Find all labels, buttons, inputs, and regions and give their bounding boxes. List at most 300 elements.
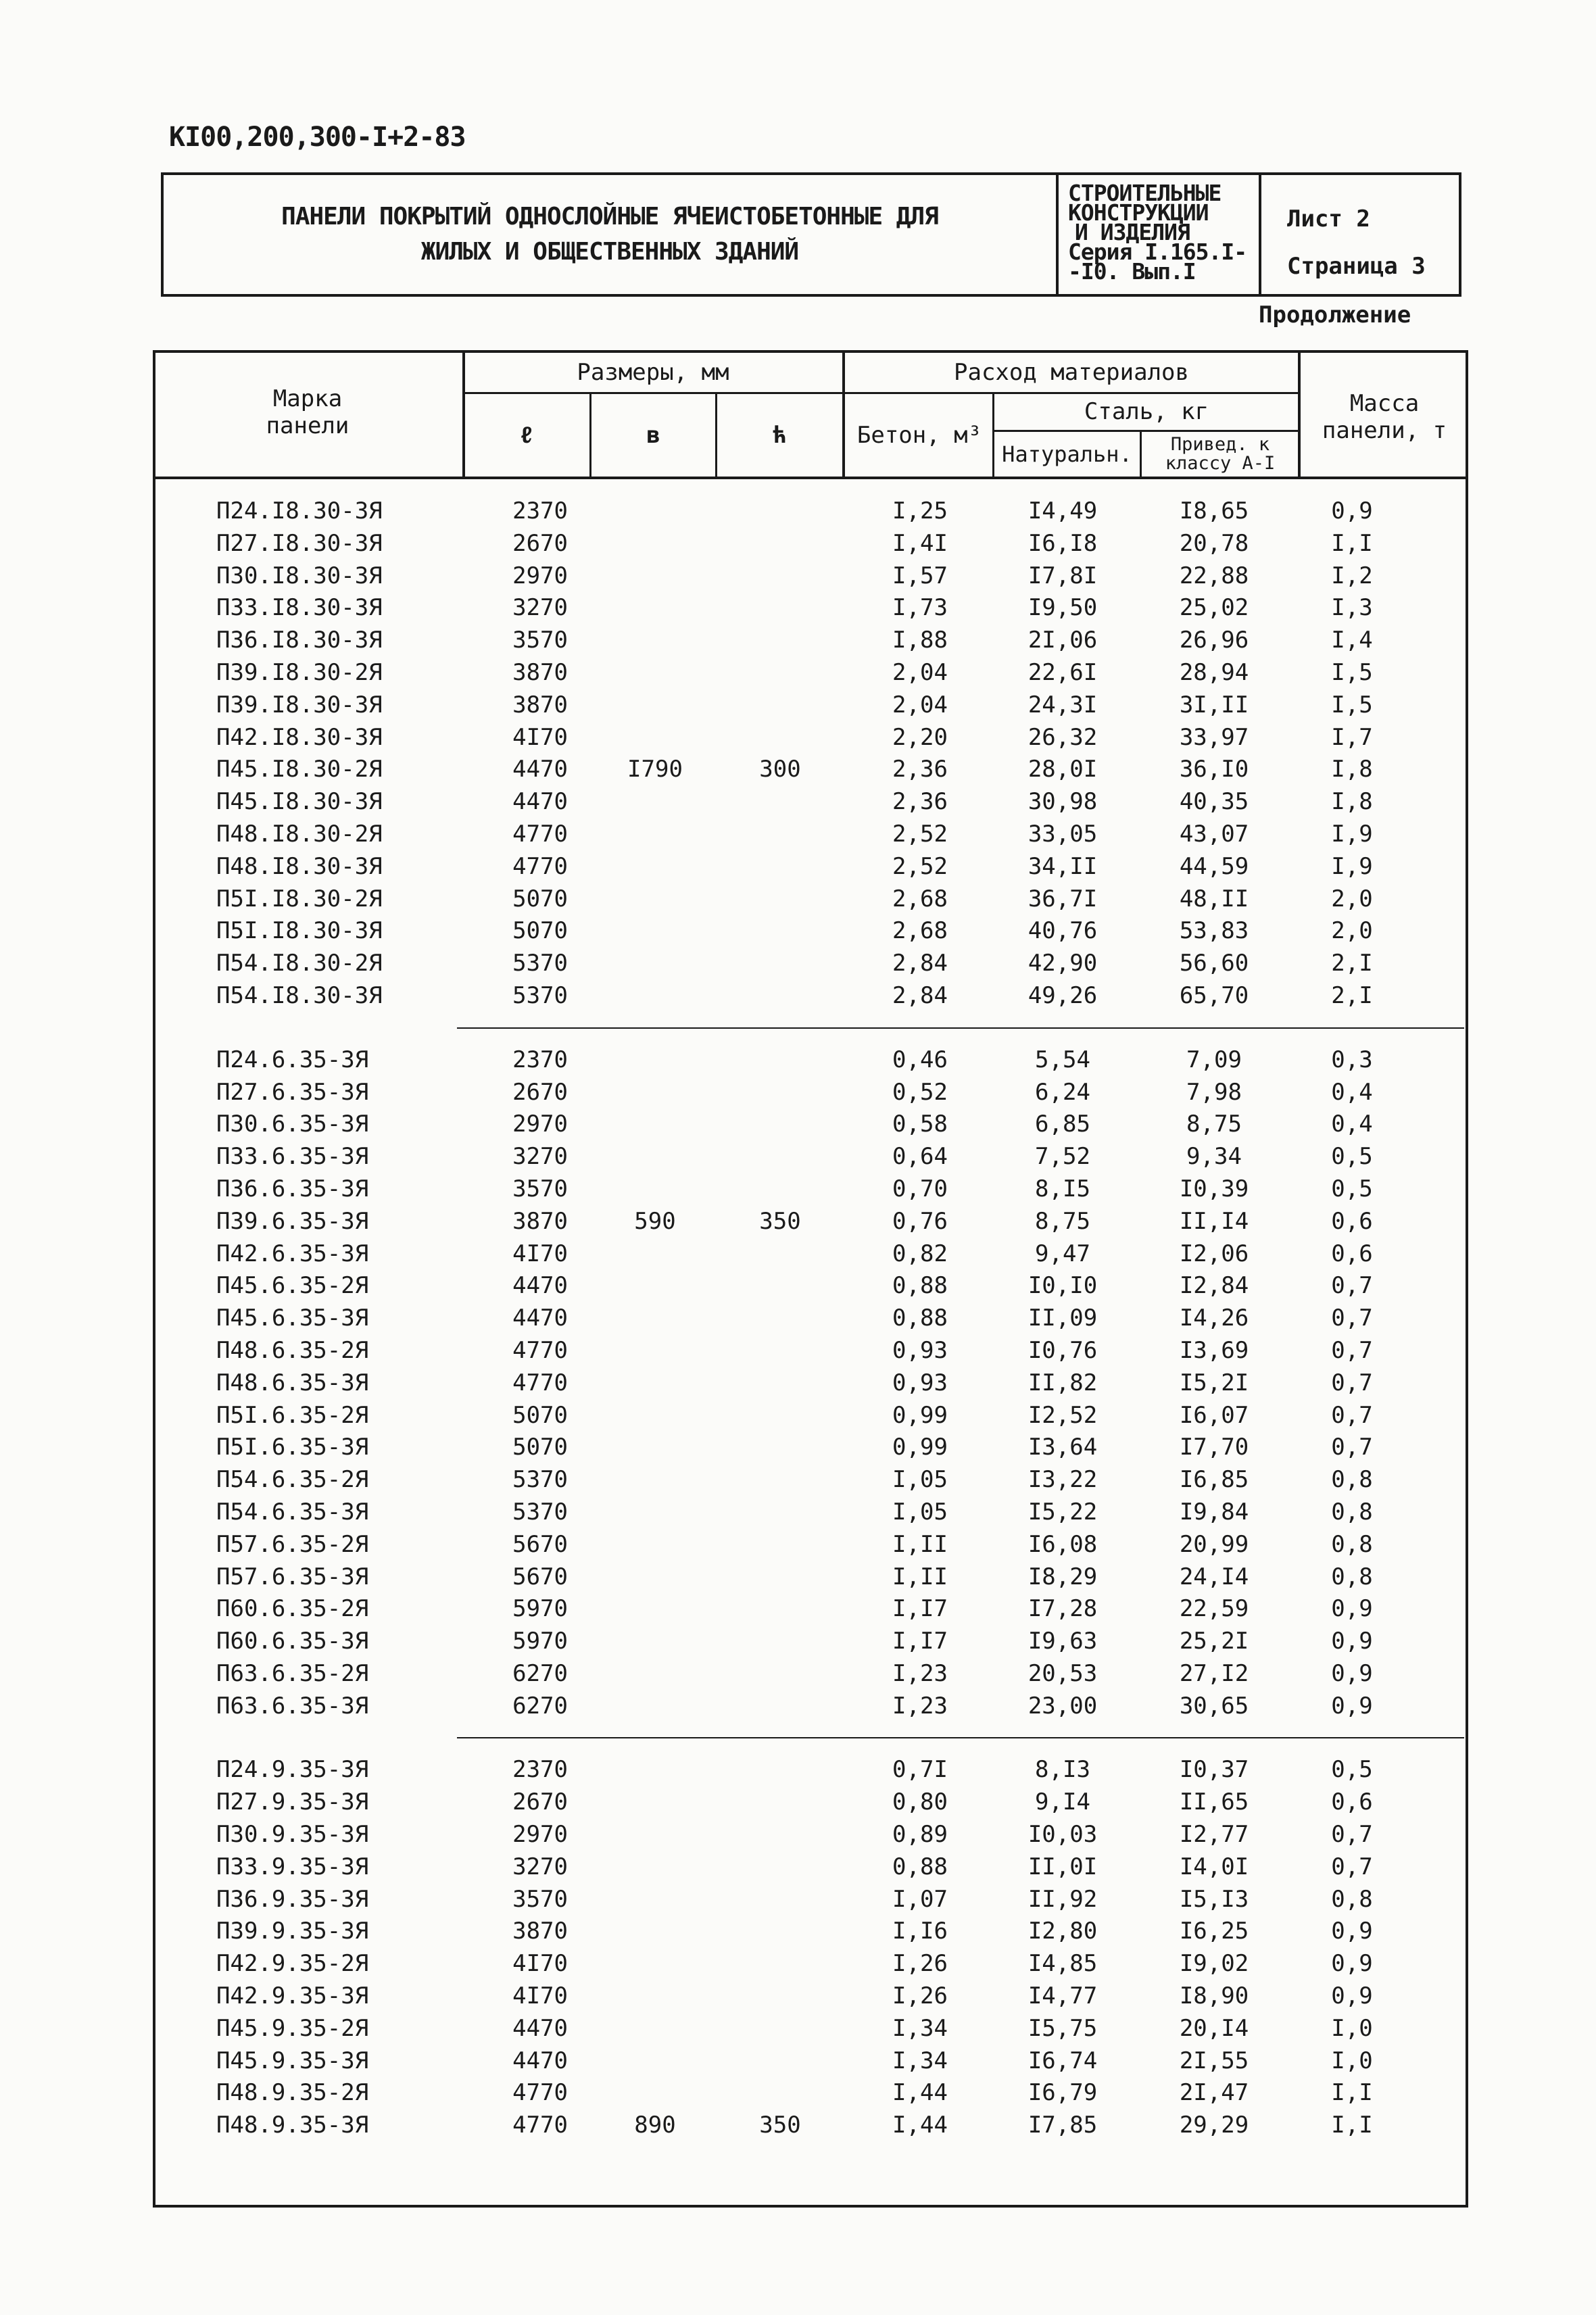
length-cell: 4770 <box>512 2112 568 2139</box>
steel-natural-cell: 2I,06 <box>1027 627 1098 654</box>
concrete-cell: 2,68 <box>892 885 948 912</box>
height-cell: 350 <box>759 2112 801 2139</box>
steel-reduced-cell: 26,96 <box>1179 627 1249 654</box>
mark-cell: П33.I8.30-3Я <box>216 594 383 622</box>
length-cell: 3270 <box>512 1143 568 1171</box>
panel-group <box>153 495 1468 1013</box>
length-cell: 3870 <box>512 1918 568 1945</box>
table-row <box>153 1238 1468 1271</box>
series-block <box>1059 175 1261 294</box>
table-row <box>153 1432 1468 1464</box>
mark-cell: П42.I8.30-3Я <box>216 723 383 751</box>
document-title <box>164 175 1059 294</box>
table-row <box>153 1464 1468 1496</box>
table-row <box>153 1819 1468 1851</box>
height-cell: 300 <box>759 756 801 783</box>
steel-reduced-cell: I2,84 <box>1179 1272 1249 1300</box>
steel-natural-cell: I5,22 <box>1027 1498 1098 1526</box>
mass-cell: I,7 <box>1331 723 1373 751</box>
steel-natural-cell: I2,52 <box>1027 1401 1098 1429</box>
concrete-cell: 0,7I <box>892 1756 948 1784</box>
table-row <box>153 592 1468 625</box>
length-cell: 4470 <box>512 2014 568 2042</box>
steel-reduced-cell: 20,78 <box>1179 529 1249 557</box>
header-mark: Марка панели <box>266 385 349 439</box>
mark-cell: П54.6.35-3Я <box>216 1498 369 1526</box>
concrete-cell: I,07 <box>892 1885 948 1913</box>
mass-cell: I,9 <box>1331 852 1373 880</box>
mark-cell: П39.6.35-3Я <box>216 1207 369 1235</box>
table-row <box>153 1690 1468 1723</box>
length-cell: 4770 <box>512 1369 568 1396</box>
mark-cell: П42.9.35-3Я <box>216 1982 369 2010</box>
steel-reduced-cell: 56,60 <box>1179 950 1249 977</box>
length-cell: 6270 <box>512 1659 568 1687</box>
concrete-cell: 0,99 <box>892 1434 948 1461</box>
steel-natural-cell: I9,63 <box>1027 1628 1098 1655</box>
steel-reduced-cell: 43,07 <box>1179 820 1249 848</box>
mass-cell: 0,8 <box>1331 1563 1373 1590</box>
mark-cell: П63.6.35-2Я <box>216 1659 369 1687</box>
mass-cell: 0,7 <box>1331 1369 1373 1396</box>
mass-cell: 2,0 <box>1331 917 1373 945</box>
length-cell: 5970 <box>512 1628 568 1655</box>
steel-reduced-cell: 2I,47 <box>1179 2079 1249 2107</box>
table-row <box>153 1593 1468 1626</box>
steel-natural-cell: I6,08 <box>1027 1530 1098 1558</box>
mass-cell: I,4 <box>1331 627 1373 654</box>
mark-cell: П24.6.35-3Я <box>216 1046 369 1073</box>
length-cell: 4770 <box>512 2079 568 2107</box>
mass-cell: I,5 <box>1331 691 1373 718</box>
length-cell: 5070 <box>512 1434 568 1461</box>
mass-cell: 0,6 <box>1331 1240 1373 1267</box>
concrete-cell: I,23 <box>892 1692 948 1720</box>
mass-cell: 0,7 <box>1331 1305 1373 1332</box>
mark-cell: П24.I8.30-3Я <box>216 497 383 525</box>
mass-cell: 0,9 <box>1331 1982 1373 2010</box>
concrete-cell: 0,58 <box>892 1111 948 1138</box>
table-row <box>153 2013 1468 2045</box>
table-row <box>153 1851 1468 1884</box>
steel-reduced-cell: I5,2I <box>1179 1369 1249 1396</box>
table-row <box>153 754 1468 786</box>
steel-natural-cell: 24,3I <box>1027 691 1098 718</box>
mark-cell: П42.6.35-3Я <box>216 1240 369 1267</box>
steel-natural-cell: I2,80 <box>1027 1918 1098 1945</box>
concrete-cell: 0,88 <box>892 1272 948 1300</box>
concrete-cell: I,23 <box>892 1659 948 1687</box>
concrete-cell: I,I6 <box>892 1918 948 1945</box>
steel-natural-cell: 30,98 <box>1027 788 1098 816</box>
steel-natural-cell: II,92 <box>1027 1885 1098 1913</box>
steel-reduced-cell: 3I,II <box>1179 691 1249 718</box>
steel-natural-cell: I6,79 <box>1027 2079 1098 2107</box>
steel-natural-cell: 23,00 <box>1027 1692 1098 1720</box>
mass-cell: I,9 <box>1331 820 1373 848</box>
header-steel: Сталь, кг <box>1084 398 1209 425</box>
mark-cell: П54.I8.30-3Я <box>216 981 383 1009</box>
steel-natural-cell: 6,85 <box>1035 1111 1090 1138</box>
header-mass: Масса панели, т <box>1322 390 1447 444</box>
mass-cell: I,5 <box>1331 658 1373 686</box>
mass-cell: 0,7 <box>1331 1401 1373 1429</box>
steel-natural-cell: 28,0I <box>1027 756 1098 783</box>
mark-cell: П39.I8.30-3Я <box>216 691 383 718</box>
table-row <box>153 1980 1468 2013</box>
mass-cell: I,3 <box>1331 594 1373 622</box>
length-cell: 2370 <box>512 497 568 525</box>
table-row <box>153 1496 1468 1529</box>
steel-reduced-cell: I0,39 <box>1179 1175 1249 1202</box>
mass-cell: 0,8 <box>1331 1498 1373 1526</box>
mass-cell: 0,7 <box>1331 1272 1373 1300</box>
concrete-cell: 2,36 <box>892 756 948 783</box>
concrete-cell: 2,68 <box>892 917 948 945</box>
length-cell: 3570 <box>512 1885 568 1913</box>
height-cell: 350 <box>759 1207 801 1235</box>
concrete-cell: 0,93 <box>892 1336 948 1364</box>
concrete-cell: 0,70 <box>892 1175 948 1202</box>
length-cell: 5970 <box>512 1595 568 1623</box>
steel-natural-cell: I0,76 <box>1027 1336 1098 1364</box>
mass-cell: I,0 <box>1331 2014 1373 2042</box>
length-cell: 4I70 <box>512 1240 568 1267</box>
steel-reduced-cell: I5,I3 <box>1179 1885 1249 1913</box>
concrete-cell: I,26 <box>892 1982 948 2010</box>
steel-reduced-cell: I6,07 <box>1179 1401 1249 1429</box>
mass-cell: 0,3 <box>1331 1046 1373 1073</box>
table-row <box>153 2045 1468 2078</box>
concrete-cell: 0,88 <box>892 1853 948 1880</box>
length-cell: 2970 <box>512 1821 568 1849</box>
series-line-2: КОНСТРУКЦИИ <box>1068 199 1209 226</box>
table-body <box>153 495 1468 2142</box>
mark-cell: П48.I8.30-2Я <box>216 820 383 848</box>
length-cell: 5370 <box>512 950 568 977</box>
steel-natural-cell: 20,53 <box>1027 1659 1098 1687</box>
concrete-cell: 0,80 <box>892 1788 948 1816</box>
concrete-cell: 0,46 <box>892 1046 948 1073</box>
steel-reduced-cell: 20,I4 <box>1179 2014 1249 2042</box>
mark-cell: П5I.I8.30-3Я <box>216 917 383 945</box>
mass-cell: 0,9 <box>1331 1659 1373 1687</box>
series-line-4: Серия I.165.I- <box>1068 239 1247 265</box>
mass-cell: 0,8 <box>1331 1885 1373 1913</box>
steel-natural-cell: 36,7I <box>1027 885 1098 912</box>
steel-reduced-cell: 36,I0 <box>1179 756 1249 783</box>
steel-natural-cell: I7,8I <box>1027 562 1098 589</box>
table-row <box>153 915 1468 948</box>
mark-cell: П54.6.35-2Я <box>216 1466 369 1494</box>
steel-reduced-cell: II,I4 <box>1179 1207 1249 1235</box>
title-line-1: ПАНЕЛИ ПОКРЫТИЙ ОДНОСЛОЙНЫЕ ЯЧЕИСТОБЕТОННЫЕ ДЛЯ <box>281 203 938 230</box>
mass-cell: 0,8 <box>1331 1466 1373 1494</box>
table-row <box>153 1077 1468 1109</box>
length-cell: 4I70 <box>512 723 568 751</box>
length-cell: 3270 <box>512 1853 568 1880</box>
steel-reduced-cell: 2I,55 <box>1179 2047 1249 2074</box>
mark-cell: П60.6.35-3Я <box>216 1628 369 1655</box>
steel-natural-cell: I6,I8 <box>1027 529 1098 557</box>
series-line-3: И ИЗДЕЛИЯ <box>1075 219 1190 245</box>
steel-natural-cell: I0,I0 <box>1027 1272 1098 1300</box>
mass-cell: 2,0 <box>1331 885 1373 912</box>
steel-reduced-cell: 27,I2 <box>1179 1659 1249 1687</box>
table-row <box>153 1270 1468 1302</box>
concrete-cell: I,34 <box>892 2047 948 2074</box>
table-row <box>153 495 1468 528</box>
steel-natural-cell: 6,24 <box>1035 1078 1090 1106</box>
steel-natural-cell: 5,54 <box>1035 1046 1090 1073</box>
table-row <box>153 1916 1468 1948</box>
header-concrete: Бетон, м³ <box>856 422 982 449</box>
concrete-cell: 0,93 <box>892 1369 948 1396</box>
length-cell: 2670 <box>512 1788 568 1816</box>
steel-reduced-cell: 24,I4 <box>1179 1563 1249 1590</box>
table-row <box>153 1367 1468 1400</box>
steel-natural-cell: I6,74 <box>1027 2047 1098 2074</box>
steel-reduced-cell: 40,35 <box>1179 788 1249 816</box>
steel-reduced-cell: 53,83 <box>1179 917 1249 945</box>
mass-cell: I,I <box>1331 529 1373 557</box>
steel-reduced-cell: 9,34 <box>1186 1143 1242 1171</box>
mark-cell: П24.9.35-3Я <box>216 1756 369 1784</box>
concrete-cell: I,4I <box>892 529 948 557</box>
header-sizes: Размеры, мм <box>577 359 729 386</box>
steel-natural-cell: I4,85 <box>1027 1950 1098 1978</box>
concrete-cell: I,I7 <box>892 1628 948 1655</box>
concrete-cell: I,II <box>892 1563 948 1590</box>
mass-cell: 2,I <box>1331 981 1373 1009</box>
steel-natural-cell: I3,64 <box>1027 1434 1098 1461</box>
steel-natural-cell: I5,75 <box>1027 2014 1098 2042</box>
steel-reduced-cell: 48,II <box>1179 885 1249 912</box>
mass-cell: I,0 <box>1331 2047 1373 2074</box>
concrete-cell: I,34 <box>892 2014 948 2042</box>
concrete-cell: 0,89 <box>892 1821 948 1849</box>
steel-reduced-cell: I2,77 <box>1179 1821 1249 1849</box>
table-row <box>153 1206 1468 1238</box>
mark-cell: П27.6.35-3Я <box>216 1078 369 1106</box>
length-cell: 4470 <box>512 1272 568 1300</box>
length-cell: 4470 <box>512 788 568 816</box>
steel-reduced-cell: 44,59 <box>1179 852 1249 880</box>
length-cell: 4770 <box>512 820 568 848</box>
table-row <box>153 1141 1468 1173</box>
table-row <box>153 1786 1468 1819</box>
table-row <box>153 1658 1468 1690</box>
mark-cell: П30.9.35-3Я <box>216 1821 369 1849</box>
mass-cell: 0,7 <box>1331 1336 1373 1364</box>
length-cell: 4I70 <box>512 1982 568 2010</box>
length-cell: 5670 <box>512 1563 568 1590</box>
mark-cell: П33.9.35-3Я <box>216 1853 369 1880</box>
table-row <box>153 689 1468 722</box>
mark-cell: П48.I8.30-3Я <box>216 852 383 880</box>
concrete-cell: 2,36 <box>892 788 948 816</box>
steel-natural-cell: I8,29 <box>1027 1563 1098 1590</box>
sheet-number: Лист 2 <box>1287 205 1370 233</box>
table-row <box>153 1754 1468 1786</box>
steel-natural-cell: I7,28 <box>1027 1595 1098 1623</box>
mass-cell: 0,4 <box>1331 1078 1373 1106</box>
concrete-cell: I,44 <box>892 2079 948 2107</box>
length-cell: 5370 <box>512 981 568 1009</box>
series-line-5: -I0. Вып.I <box>1068 258 1196 285</box>
panel-group <box>153 1754 1468 2142</box>
steel-reduced-cell: I2,06 <box>1179 1240 1249 1267</box>
steel-natural-cell: II,0I <box>1027 1853 1098 1880</box>
mark-cell: П45.9.35-3Я <box>216 2047 369 2074</box>
table-row <box>153 1044 1468 1077</box>
steel-reduced-cell: 33,97 <box>1179 723 1249 751</box>
mark-cell: П63.6.35-3Я <box>216 1692 369 1720</box>
mark-cell: П42.9.35-2Я <box>216 1950 369 1978</box>
steel-reduced-cell: I8,65 <box>1179 497 1249 525</box>
concrete-cell: 0,99 <box>892 1401 948 1429</box>
mass-cell: 0,4 <box>1331 1111 1373 1138</box>
steel-reduced-cell: 22,88 <box>1179 562 1249 589</box>
table-row <box>153 980 1468 1013</box>
steel-reduced-cell: I7,70 <box>1179 1434 1249 1461</box>
concrete-cell: I,26 <box>892 1950 948 1978</box>
table-row <box>153 528 1468 560</box>
steel-reduced-cell: 30,65 <box>1179 1692 1249 1720</box>
mass-cell: 2,I <box>1331 950 1373 977</box>
length-cell: 4470 <box>512 1305 568 1332</box>
concrete-cell: 0,76 <box>892 1207 948 1235</box>
steel-natural-cell: I4,49 <box>1027 497 1098 525</box>
mass-cell: I,2 <box>1331 562 1373 589</box>
steel-reduced-cell: I9,02 <box>1179 1950 1249 1978</box>
length-cell: 3870 <box>512 1207 568 1235</box>
length-cell: 4770 <box>512 1336 568 1364</box>
table-row <box>153 2077 1468 2110</box>
header-h: ћ <box>773 422 787 449</box>
table-row <box>153 786 1468 819</box>
table-row <box>153 2110 1468 2142</box>
steel-reduced-cell: I4,0I <box>1179 1853 1249 1880</box>
steel-natural-cell: 40,76 <box>1027 917 1098 945</box>
table-row <box>153 1884 1468 1916</box>
length-cell: 5370 <box>512 1466 568 1494</box>
length-cell: 5370 <box>512 1498 568 1526</box>
steel-natural-cell: I4,77 <box>1027 1982 1098 2010</box>
concrete-cell: 0,64 <box>892 1143 948 1171</box>
concrete-cell: I,57 <box>892 562 948 589</box>
length-cell: 5670 <box>512 1530 568 1558</box>
mark-cell: П45.6.35-2Я <box>216 1272 369 1300</box>
table-row <box>153 657 1468 689</box>
header-natural: Натуральн. <box>1002 441 1132 467</box>
mass-cell: I,8 <box>1331 788 1373 816</box>
concrete-cell: I,05 <box>892 1498 948 1526</box>
length-cell: 4470 <box>512 756 568 783</box>
steel-reduced-cell: 28,94 <box>1179 658 1249 686</box>
steel-natural-cell: 33,05 <box>1027 820 1098 848</box>
mark-cell: П39.I8.30-2Я <box>216 658 383 686</box>
mass-cell: 0,6 <box>1331 1788 1373 1816</box>
mass-cell: 0,5 <box>1331 1143 1373 1171</box>
table-row <box>153 1173 1468 1206</box>
steel-reduced-cell: 7,98 <box>1186 1078 1242 1106</box>
mark-cell: П30.I8.30-3Я <box>216 562 383 589</box>
mass-cell: I,I <box>1331 2112 1373 2139</box>
table-row <box>153 1108 1468 1141</box>
concrete-cell: 0,52 <box>892 1078 948 1106</box>
mark-cell: П54.I8.30-2Я <box>216 950 383 977</box>
steel-reduced-cell: 22,59 <box>1179 1595 1249 1623</box>
steel-reduced-cell: I3,69 <box>1179 1336 1249 1364</box>
group-separator <box>457 1027 1464 1029</box>
table-row <box>153 625 1468 657</box>
mass-cell: 0,9 <box>1331 1692 1373 1720</box>
mark-cell: П45.I8.30-3Я <box>216 788 383 816</box>
steel-natural-cell: 8,I3 <box>1035 1756 1090 1784</box>
steel-natural-cell: II,82 <box>1027 1369 1098 1396</box>
steel-reduced-cell: 65,70 <box>1179 981 1249 1009</box>
steel-natural-cell: I7,85 <box>1027 2112 1098 2139</box>
table-row <box>153 1302 1468 1335</box>
width-cell: I790 <box>627 756 683 783</box>
mark-cell: П57.6.35-3Я <box>216 1563 369 1590</box>
header-materials: Расход материалов <box>954 359 1189 386</box>
mark-cell: П45.I8.30-2Я <box>216 756 383 783</box>
header-l: ℓ <box>519 422 534 449</box>
mark-cell: П5I.6.35-2Я <box>216 1401 369 1429</box>
concrete-cell: 2,84 <box>892 981 948 1009</box>
concrete-cell: 2,84 <box>892 950 948 977</box>
table-row <box>153 1561 1468 1594</box>
steel-reduced-cell: 25,2I <box>1179 1628 1249 1655</box>
table-row <box>153 883 1468 916</box>
length-cell: 5070 <box>512 917 568 945</box>
page-number: Страница 3 <box>1287 253 1426 280</box>
mark-cell: П57.6.35-2Я <box>216 1530 369 1558</box>
mark-cell: П45.9.35-2Я <box>216 2014 369 2042</box>
mark-cell: П48.9.35-2Я <box>216 2079 369 2107</box>
steel-natural-cell: 26,32 <box>1027 723 1098 751</box>
table-row <box>153 851 1468 883</box>
concrete-cell: I,73 <box>892 594 948 622</box>
length-cell: 3870 <box>512 691 568 718</box>
steel-reduced-cell: I6,85 <box>1179 1466 1249 1494</box>
table-row <box>153 948 1468 980</box>
mass-cell: 0,9 <box>1331 1950 1373 1978</box>
table-row <box>153 1948 1468 1980</box>
length-cell: 4470 <box>512 2047 568 2074</box>
steel-reduced-cell: I6,25 <box>1179 1918 1249 1945</box>
length-cell: 2670 <box>512 529 568 557</box>
concrete-cell: I,I7 <box>892 1595 948 1623</box>
steel-natural-cell: II,09 <box>1027 1305 1098 1332</box>
length-cell: 3270 <box>512 594 568 622</box>
steel-reduced-cell: I0,37 <box>1179 1756 1249 1784</box>
series-line-1: СТРОИТЕЛЬНЫЕ <box>1068 180 1222 206</box>
concrete-cell: 0,82 <box>892 1240 948 1267</box>
mass-cell: I,8 <box>1331 756 1373 783</box>
concrete-cell: 2,52 <box>892 852 948 880</box>
mark-cell: П36.6.35-3Я <box>216 1175 369 1202</box>
mark-cell: П5I.I8.30-2Я <box>216 885 383 912</box>
length-cell: 3870 <box>512 658 568 686</box>
concrete-cell: I,44 <box>892 2112 948 2139</box>
mark-cell: П27.9.35-3Я <box>216 1788 369 1816</box>
steel-natural-cell: 34,II <box>1027 852 1098 880</box>
steel-natural-cell: 49,26 <box>1027 981 1098 1009</box>
mass-cell: 0,8 <box>1331 1530 1373 1558</box>
